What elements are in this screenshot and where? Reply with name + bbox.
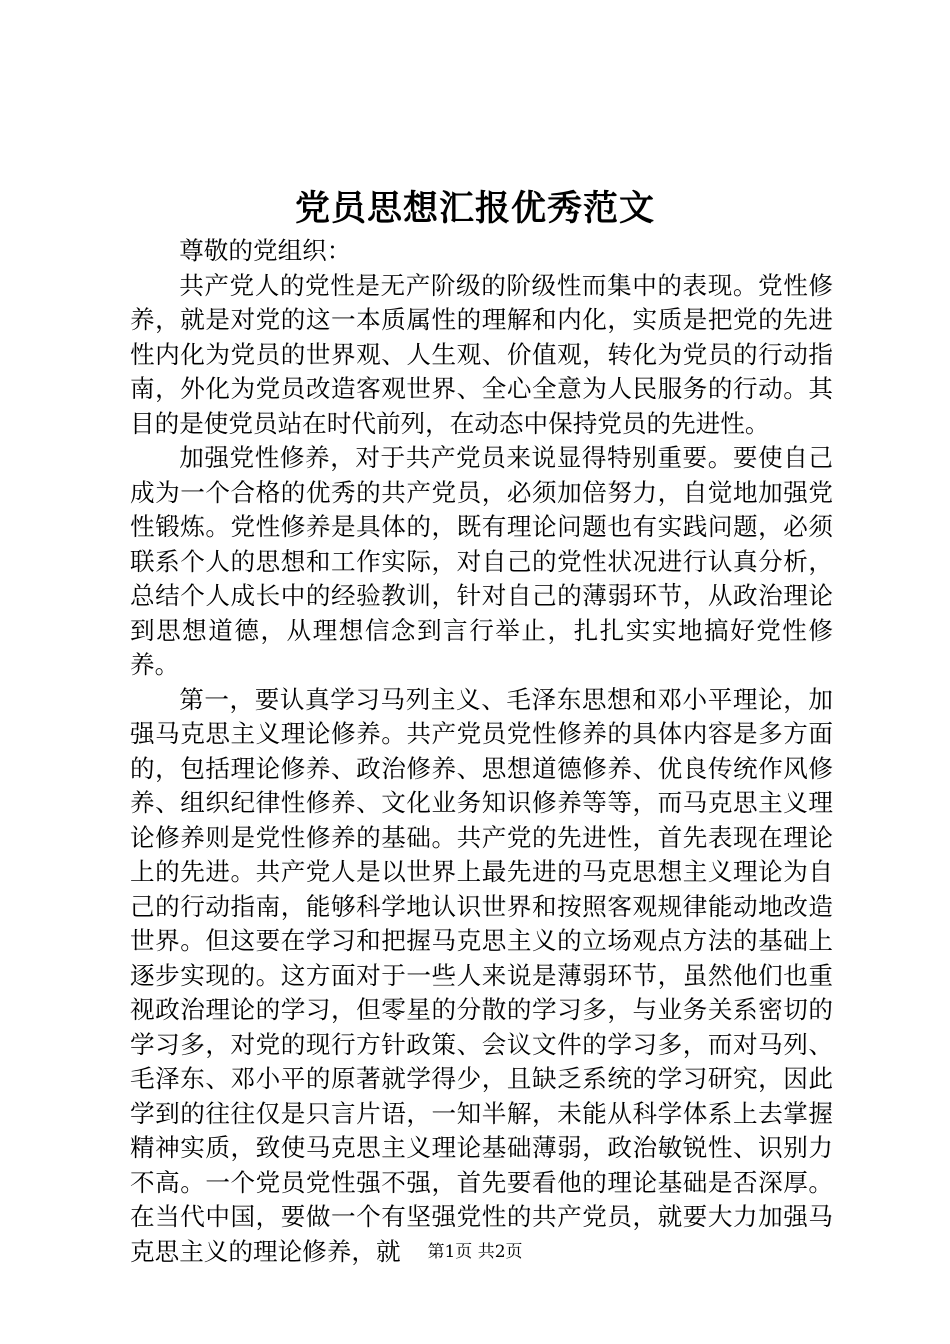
paragraph-1: 共产党人的党性是无产阶级的阶级性而集中的表现。党性修养，就是对党的这一本质属性的理解和内化，实质是把党的先进性内化为党员的世界观、人生观、价值观，转化为党员的行动指南，外化为党员改造客观世界、全心全意为人民服务的行动。其目的是使党员站在时代前列，在动态中保持党员的先进性。 xyxy=(130,270,833,438)
paragraph-3: 第一，要认真学习马列主义、毛泽东思想和邓小平理论，加强马克思主义理论修养。共产党员党性修养的具体内容是多方面的，包括理论修养、政治修养、思想道德修养、优良传统作风修养、组织纪律性修养、文化业务知识修养等等，而马克思主义理论修养则是党性修养的基础。共产党的先进性，首先表现在理论上的先进。共产党人是以世界上最先进的马克思想主义理论为自己的行动指南，能够科学地认识世界和按照客观规律能动地改造世界。但这要在学习和把握马克思主义的立场观点方法的基础上逐步实现的。这方面对于一些人来说是薄弱环节，虽然他们也重视政治理论的学习，但零星的分散的学习多，与业务关系密切的学习多，对党的现行方针政策、会议文件的学习多，而对马列、毛泽东、邓小平的原著就学得少，且缺乏系统的学习研究，因此学到的往往仅是只言片语，一知半解，未能从科学体系上去掌握精神实质，致使马克思主义理论基础薄弱，政治敏锐性、识别力不高。一个党员党性强不强，首先要看他的理论基础是否深厚。在当代中国，要做一个有坚强党性的共产党员，就要大力加强马克思主义的理论修养，就 xyxy=(130,684,833,1266)
page-footer: 第1页 共2页 xyxy=(427,1242,523,1262)
document-title: 党员思想汇报优秀范文 xyxy=(294,188,655,229)
document-body xyxy=(130,234,833,1269)
paragraph-2: 加强党性修养，对于共产党员来说显得特别重要。要使自己成为一个合格的优秀的共产党员，必须加倍努力，自觉地加强党性锻炼。党性修养是具体的，既有理论问题也有实践问题，必须联系个人的思想和工作实际，对自己的党性状况进行认真分析，总结个人成长中的经验教训，针对自己的薄弱环节，从政治理论到思想道德，从理想信念到言行举止，扎扎实实地搞好党性修养。 xyxy=(130,443,833,679)
salutation: 尊敬的党组织： xyxy=(179,236,352,265)
